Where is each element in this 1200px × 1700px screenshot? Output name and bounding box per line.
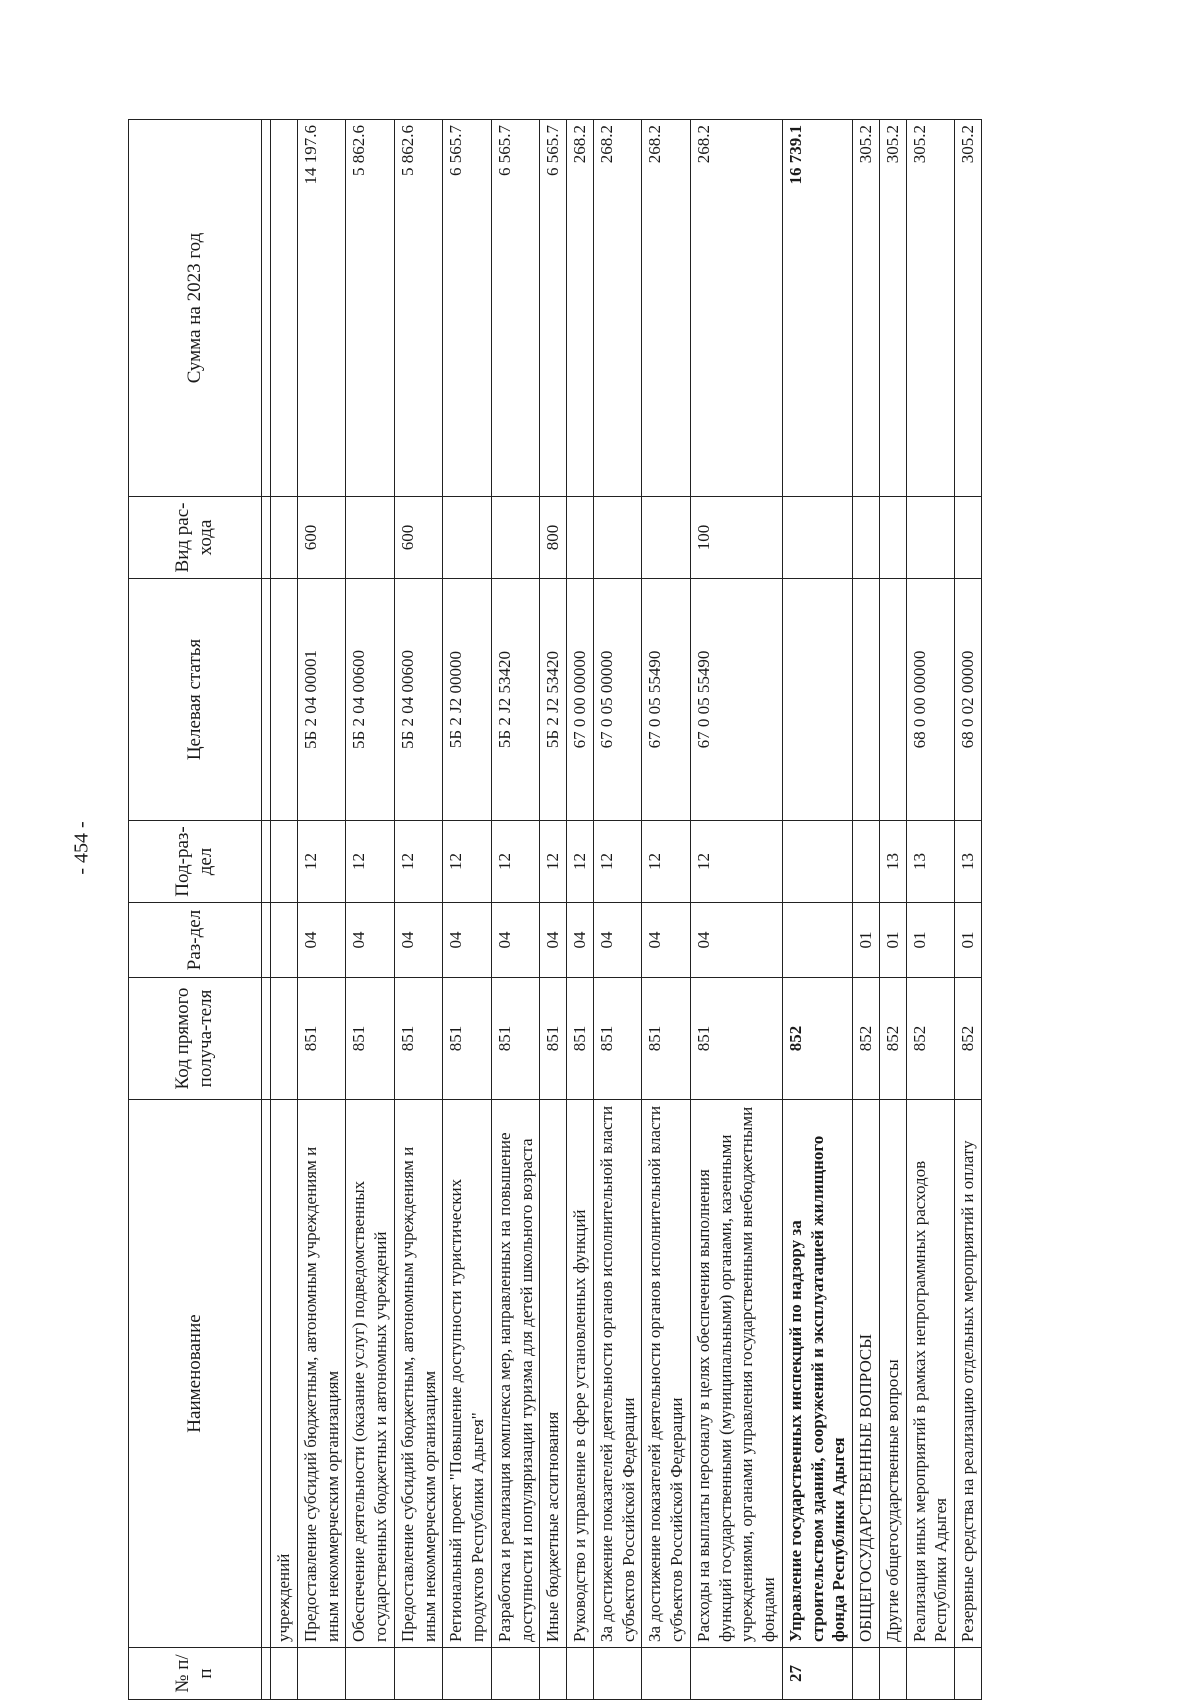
- budget-table-container: [128, 120, 1068, 1700]
- cell-vid: [906, 497, 955, 579]
- cell-razdel: [271, 903, 298, 978]
- cell-name: Предоставление субсидий бюджетным, автономным учреждениям и иным некоммерческим организациям: [394, 1100, 443, 1648]
- cell-name: За достижение показателей деятельности органов исполнительной власти субъектов Российской Федерации: [593, 1100, 642, 1648]
- cell-razdel: 04: [443, 903, 492, 978]
- cell-num: [271, 1648, 298, 1700]
- cell-name: Реализация иных мероприятий в рамках непрограммных расходов Республики Адыгея: [906, 1100, 955, 1648]
- header-vid: Вид рас-хода: [129, 497, 262, 579]
- cell-name: Иные бюджетные ассигнования: [540, 1100, 567, 1648]
- cell-sum: 305.2: [906, 120, 955, 497]
- cell-razdel: 04: [394, 903, 443, 978]
- cell-num: [443, 1648, 492, 1700]
- cell-sum: 305.2: [879, 120, 906, 497]
- cell-vid: [782, 497, 852, 579]
- page-number: - 454 -: [70, 821, 93, 875]
- cell-num: [491, 1648, 540, 1700]
- cell-code: 851: [443, 978, 492, 1100]
- table-body: [271, 120, 982, 1700]
- table-row: [271, 120, 298, 1700]
- cell-num: 27: [782, 1648, 852, 1700]
- cell-vid: [567, 497, 594, 579]
- cell-article: 5Б 2 J2 53420: [491, 579, 540, 821]
- cell-vid: [491, 497, 540, 579]
- cell-num: [879, 1648, 906, 1700]
- header-sum: Сумма на 2023 год: [129, 120, 262, 497]
- cell-code: 851: [642, 978, 691, 1100]
- cell-code: 852: [853, 978, 880, 1100]
- cell-article: 5Б 2 04 00600: [394, 579, 443, 821]
- cell-vid: [443, 497, 492, 579]
- cell-sum: 5 862.6: [394, 120, 443, 497]
- cell-podrazdel: 12: [690, 821, 782, 903]
- header-article: Целевая статья: [129, 579, 262, 821]
- cell-article: 68 0 00 00000: [906, 579, 955, 821]
- cell-sum: 5 862.6: [346, 120, 395, 497]
- cell-sum: 268.2: [642, 120, 691, 497]
- cell-article: 67 0 05 00000: [593, 579, 642, 821]
- cell-razdel: 04: [690, 903, 782, 978]
- cell-name: Предоставление субсидий бюджетным, автономным учреждениям и иным некоммерческим организациям: [297, 1100, 346, 1648]
- header-razdel: Раз-дел: [129, 903, 262, 978]
- cell-num: [567, 1648, 594, 1700]
- cell-podrazdel: 12: [394, 821, 443, 903]
- cell-podrazdel: 13: [906, 821, 955, 903]
- cell-podrazdel: 12: [540, 821, 567, 903]
- cell-num: [346, 1648, 395, 1700]
- cell-code: 852: [879, 978, 906, 1100]
- cell-vid: [955, 497, 982, 579]
- cell-razdel: 01: [906, 903, 955, 978]
- table-row: [906, 120, 955, 1700]
- cell-podrazdel: [271, 821, 298, 903]
- cell-vid: [271, 497, 298, 579]
- cell-podrazdel: [853, 821, 880, 903]
- cell-sum: 305.2: [853, 120, 880, 497]
- cell-name: За достижение показателей деятельности органов исполнительной власти субъектов Российской Федерации: [642, 1100, 691, 1648]
- cell-article: 68 0 02 00000: [955, 579, 982, 821]
- cell-code: 851: [690, 978, 782, 1100]
- cell-name: Резервные средства на реализацию отдельных мероприятий и оплату: [955, 1100, 982, 1648]
- header-name: Наименование: [129, 1100, 262, 1648]
- cell-article: [782, 579, 852, 821]
- cell-sum: 268.2: [567, 120, 594, 497]
- cell-sum: 14 197.6: [297, 120, 346, 497]
- cell-podrazdel: 12: [297, 821, 346, 903]
- table-row: [346, 120, 395, 1700]
- cell-podrazdel: 12: [567, 821, 594, 903]
- cell-razdel: 04: [567, 903, 594, 978]
- cell-num: [906, 1648, 955, 1700]
- header-num: № п/п: [129, 1648, 262, 1700]
- cell-podrazdel: [782, 821, 852, 903]
- cell-razdel: 04: [642, 903, 691, 978]
- cell-sum: 6 565.7: [491, 120, 540, 497]
- cell-sum: 268.2: [593, 120, 642, 497]
- table-row: [567, 120, 594, 1700]
- cell-name: Разработка и реализация комплекса мер, направленных на повышение доступности и популяризации туризма для детей школьного возраста: [491, 1100, 540, 1648]
- table-header: [129, 120, 262, 1700]
- cell-name: Обеспечение деятельности (оказание услуг) подведомственных государственных бюджетных и автономных учреждений: [346, 1100, 395, 1648]
- header-spacer-row: [262, 120, 271, 1700]
- cell-razdel: [782, 903, 852, 978]
- cell-article: 5Б 2 04 00600: [346, 579, 395, 821]
- cell-name: Расходы на выплаты персоналу в целях обеспечения выполнения функций государственными (муниципальными) органами, казенными учреждениями, органами управления государственными внебюджетными фондами: [690, 1100, 782, 1648]
- cell-num: [690, 1648, 782, 1700]
- cell-code: 851: [567, 978, 594, 1100]
- cell-code: 851: [540, 978, 567, 1100]
- cell-code: 852: [906, 978, 955, 1100]
- table-row: [394, 120, 443, 1700]
- cell-podrazdel: 12: [642, 821, 691, 903]
- cell-razdel: 04: [491, 903, 540, 978]
- cell-vid: [642, 497, 691, 579]
- cell-num: [593, 1648, 642, 1700]
- cell-article: 67 0 05 55490: [690, 579, 782, 821]
- cell-sum: 16 739.1: [782, 120, 852, 497]
- table-row: [782, 120, 852, 1700]
- cell-code: 851: [297, 978, 346, 1100]
- cell-vid: 600: [297, 497, 346, 579]
- cell-razdel: 01: [879, 903, 906, 978]
- cell-sum: 6 565.7: [443, 120, 492, 497]
- cell-vid: [593, 497, 642, 579]
- cell-vid: [346, 497, 395, 579]
- header-code: Код прямого получа-теля: [129, 978, 262, 1100]
- cell-article: [271, 579, 298, 821]
- header-podrazdel: Под-раз-дел: [129, 821, 262, 903]
- cell-article: 5Б 2 J2 00000: [443, 579, 492, 821]
- table-row: [853, 120, 880, 1700]
- cell-num: [955, 1648, 982, 1700]
- cell-razdel: 04: [346, 903, 395, 978]
- table-row: [879, 120, 906, 1700]
- cell-razdel: 01: [955, 903, 982, 978]
- table-row: [297, 120, 346, 1700]
- cell-article: [853, 579, 880, 821]
- cell-num: [297, 1648, 346, 1700]
- cell-code: 852: [955, 978, 982, 1100]
- cell-code: 852: [782, 978, 852, 1100]
- cell-vid: 100: [690, 497, 782, 579]
- cell-podrazdel: 12: [443, 821, 492, 903]
- cell-sum: [271, 120, 298, 497]
- cell-razdel: 04: [593, 903, 642, 978]
- cell-sum: 268.2: [690, 120, 782, 497]
- cell-razdel: 01: [853, 903, 880, 978]
- cell-num: [642, 1648, 691, 1700]
- cell-code: 851: [593, 978, 642, 1100]
- cell-article: 5Б 2 J2 53420: [540, 579, 567, 821]
- cell-num: [853, 1648, 880, 1700]
- cell-podrazdel: 12: [593, 821, 642, 903]
- table-row: [593, 120, 642, 1700]
- table-row: [642, 120, 691, 1700]
- cell-vid: 600: [394, 497, 443, 579]
- table-row: [540, 120, 567, 1700]
- cell-podrazdel: 13: [955, 821, 982, 903]
- cell-razdel: 04: [297, 903, 346, 978]
- cell-code: 851: [394, 978, 443, 1100]
- cell-podrazdel: 13: [879, 821, 906, 903]
- cell-article: 5Б 2 04 00001: [297, 579, 346, 821]
- cell-name: ОБЩЕГОСУДАРСТВЕННЫЕ ВОПРОСЫ: [853, 1100, 880, 1648]
- cell-name: учреждений: [271, 1100, 298, 1648]
- cell-code: 851: [346, 978, 395, 1100]
- table-row: [955, 120, 982, 1700]
- cell-name: Управление государственных инспекций по надзору за строительством зданий, сооружений и эксплуатацией жилищного фонда Республики Адыгея: [782, 1100, 852, 1648]
- cell-code: [271, 978, 298, 1100]
- cell-name: Региональный проект "Повышение доступности туристических продуктов Республики Адыгея": [443, 1100, 492, 1648]
- cell-razdel: 04: [540, 903, 567, 978]
- cell-name: Руководство и управление в сфере установленных функций: [567, 1100, 594, 1648]
- budget-table: [128, 119, 982, 1700]
- cell-vid: [853, 497, 880, 579]
- cell-code: 851: [491, 978, 540, 1100]
- cell-article: 67 0 05 55490: [642, 579, 691, 821]
- cell-article: 67 0 00 00000: [567, 579, 594, 821]
- cell-podrazdel: 12: [346, 821, 395, 903]
- cell-sum: 305.2: [955, 120, 982, 497]
- cell-article: [879, 579, 906, 821]
- cell-name: Другие общегосударственные вопросы: [879, 1100, 906, 1648]
- cell-podrazdel: 12: [491, 821, 540, 903]
- cell-num: [540, 1648, 567, 1700]
- cell-sum: 6 565.7: [540, 120, 567, 497]
- cell-vid: [879, 497, 906, 579]
- table-row: [491, 120, 540, 1700]
- cell-num: [394, 1648, 443, 1700]
- table-row: [443, 120, 492, 1700]
- table-row: [690, 120, 782, 1700]
- cell-vid: 800: [540, 497, 567, 579]
